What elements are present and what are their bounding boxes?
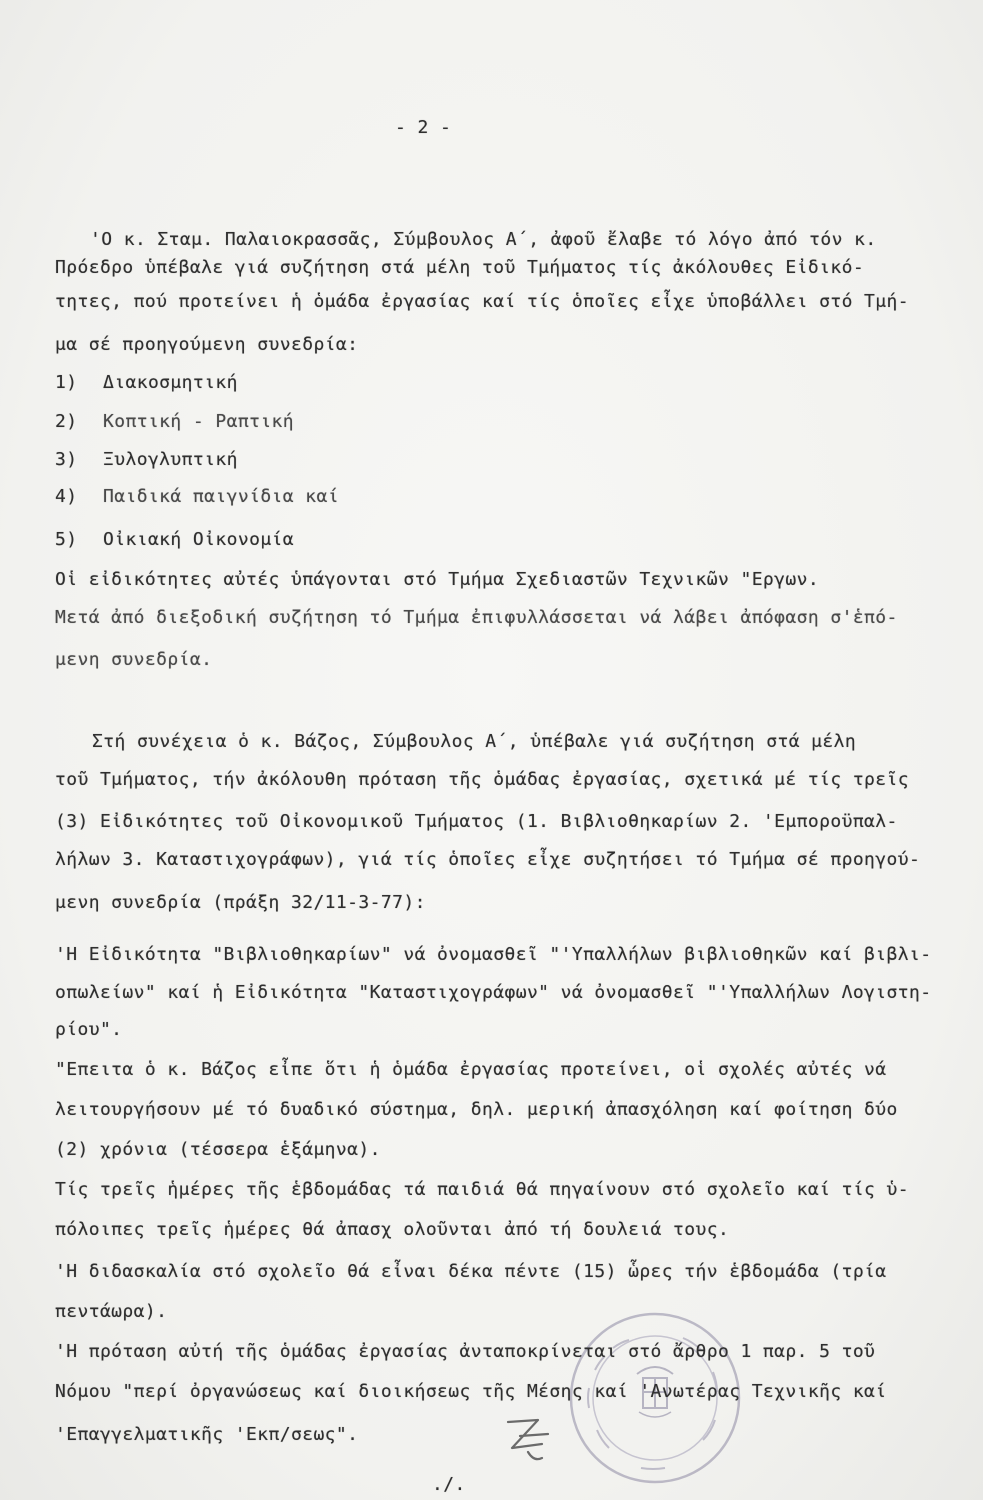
list-item: Ξυλογλυπτική [103,449,238,470]
continuation-mark: ./. [432,1474,466,1495]
details-line: 'Επαγγελματικῆς 'Εκπ/σεως". [55,1424,359,1445]
details-line: πεντάωρα). [55,1301,168,1322]
list-item: Κοπτική - Ραπτική [103,411,295,432]
proposal-line: οπωλείων" καί ἡ Εἰδικότητα "Καταστιχογράφων" νά ὀνομασθεῖ "'Υπαλλήλων Λογιστη- [55,982,932,1003]
section2-intro-line: (3) Εἰδικότητες τοῦ Οἰκονομικοῦ Τμήματος (1. Βιβλιοθηκαρίων 2. 'Εμποροϋπαλ- [55,811,898,832]
proposal-line: 'Η Εἰδικότητα "Βιβλιοθηκαρίων" νά ὀνομασθεῖ "'Υπαλλήλων βιβλιοθηκῶν καί βιβλι- [55,944,932,965]
list-item-number: 1) [55,372,78,393]
signature [498,1408,562,1472]
list-item-number: 4) [55,486,78,507]
section1-conclusion-line: Μετά ἀπό διεξοδική συζήτηση τό Τμήμα ἐπιφυλλάσσεται νά λάβει ἀπόφαση σ'ἑπό- [55,607,898,628]
details-line: Τίς τρεῖς ἡμέρες τῆς ἑβδομάδας τά παιδιά θά πηγαίνουν στό σχολεῖο καί τίς ὑ- [55,1179,910,1200]
section2-intro-line: λήλων 3. Καταστιχογράφων), γιά τίς ὁποῖες εἶχε συζητήσει τό Τμήμα σέ προηγού- [55,849,921,870]
details-line: "Επειτα ὁ κ. Βάζος εἶπε ὅτι ἡ ὁμάδα ἐργασίας προτείνει, οἱ σχολές αὐτές νά [55,1059,887,1080]
details-line: (2) χρόνια (τέσσερα ἑξάμηνα). [55,1139,381,1160]
details-line: 'Η πρόταση αὐτή τῆς ὁμάδας ἐργασίας ἀνταποκρίνεται στό ἄρθρο 1 παρ. 5 τοῦ [55,1341,876,1362]
page-number: - 2 - [395,117,452,138]
section1-intro-line: Πρόεδρο ὑπέβαλε γιά συζήτηση στά μέλη τοῦ Τμήματος τίς ἀκόλουθες Εἰδικό- [55,257,865,278]
section2-intro-line: Στή συνέχεια ὁ κ. Βάζος, Σύμβουλος Α΄, ὑπέβαλε γιά συζήτηση στά μέλη [92,731,857,752]
list-item: Διακοσμητική [103,372,238,393]
list-item-number: 3) [55,449,78,470]
list-item-number: 2) [55,411,78,432]
section2-intro-line: τοῦ Τμήματος, τήν ἀκόλουθη πρόταση τῆς ὁμάδας ἐργασίας, σχετικά μέ τίς τρεῖς [55,769,910,790]
section1-intro-line: τητες, πού προτείνει ἡ ὁμάδα ἐργασίας καί τίς ὁποῖες εἶχε ὑποβάλλει στό Τμή- [55,291,910,312]
details-line: 'Η διδασκαλία στό σχολεῖο θά εἶναι δέκα πέντε (15) ὧρες τήν ἑβδομάδα (τρία [55,1261,887,1282]
proposal-line: ρίου". [55,1019,123,1040]
details-line: Νόμου "περί ὀργανώσεως καί διοικήσεως τῆς Μέσης καί 'Ανωτέρας Τεχνικῆς καί [55,1381,887,1402]
list-item: Παιδικά παιγνίδια καί [103,486,339,507]
section1-conclusion-line: Οἱ εἰδικότητες αὐτές ὑπάγονται στό Τμήμα Σχεδιαστῶν Τεχνικῶν "Εργων. [55,569,820,590]
details-line: λειτουργήσουν μέ τό δυαδικό σύστημα, δηλ. μερική ἀπασχόληση καί φοίτηση δύο [55,1099,898,1120]
section1-conclusion-line: μενη συνεδρία. [55,649,213,670]
section1-intro-line: μα σέ προηγούμενη συνεδρία: [55,334,359,355]
section2-intro-line: μενη συνεδρία (πράξη 32/11-3-77): [55,892,426,913]
list-item-number: 5) [55,529,78,550]
details-line: πόλοιπες τρεῖς ἡμέρες θά ἀπασχ ολοῦνται ἀπό τή δουλειά τους. [55,1219,730,1240]
list-item: Οἰκιακή Οἰκονομία [103,529,295,550]
section1-intro-line: 'Ο κ. Σταμ. Παλαιοκρασσᾶς, Σύμβουλος Α΄, ἀφοῦ ἔλαβε τό λόγο ἀπό τόν κ. [90,229,877,250]
